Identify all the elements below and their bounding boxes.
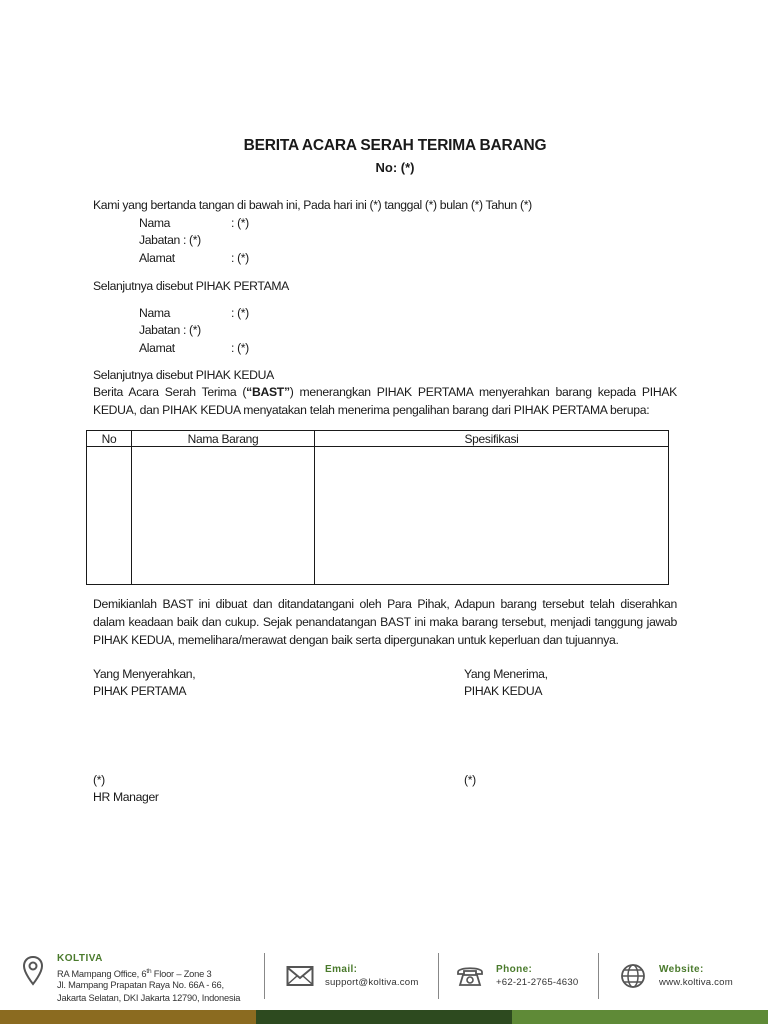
document-number: No: (*) <box>375 160 415 175</box>
closing-paragraph: Demikianlah BAST ini dibuat dan ditandatangani oleh Para Pihak, Adapun barang tersebut telah diserahkan dalam keadaan baik dan cukup. Sejak penandatangan BAST ini maka barang tersebut, menjadi tanggung jawab PIHAK KEDUA, memelihara/merawat dengan baik serta dipergunakan untuk keperluan dan tujuannya. <box>93 597 677 647</box>
footer-website-link[interactable]: www.koltiva.com <box>659 977 733 988</box>
party2-alamat-value: : (*) <box>231 341 249 355</box>
footer-brand: KOLTIVA <box>57 953 103 964</box>
table-cell-no[interactable] <box>87 447 132 585</box>
footer-address-sup: th <box>146 968 152 975</box>
footer-address-line1-tail: Floor – Zone 3 <box>151 969 212 980</box>
table-row <box>87 447 669 585</box>
signature-left-title: HR Manager <box>93 790 159 804</box>
signature-left-party: PIHAK PERTAMA <box>93 684 187 698</box>
footer-bar-green <box>512 1010 768 1024</box>
bast-bold-term: “BAST” <box>246 385 290 399</box>
globe-icon <box>620 963 646 989</box>
column-header-no: No <box>87 431 132 447</box>
table-cell-spesifikasi[interactable] <box>315 447 669 585</box>
party1-nama-label: Nama <box>139 216 171 230</box>
footer-website-label: Website: <box>659 964 704 975</box>
footer-bar-dark-green <box>256 1010 512 1024</box>
party2-nama-label: Nama <box>139 306 171 320</box>
footer-email-label: Email: <box>325 964 358 975</box>
telephone-icon <box>456 964 484 988</box>
footer-address-line2: Jl. Mampang Prapatan Raya No. 66A - 66, <box>57 980 224 990</box>
party1-jabatan: Jabatan : (*) <box>139 233 201 247</box>
location-pin-icon <box>21 955 45 987</box>
signature-left-name: (*) <box>93 773 105 787</box>
bast-paragraph <box>93 383 677 419</box>
intro-text: Kami yang bertanda tangan di bawah ini, Pada hari ini (*) tanggal (*) bulan (*) Tahun (*) <box>93 198 532 212</box>
footer-address-line1 <box>57 966 211 980</box>
signature-right-role: Yang Menerima, <box>464 667 548 681</box>
party2-caption: Selanjutnya disebut PIHAK KEDUA <box>93 368 274 382</box>
party2-alamat-label: Alamat <box>139 341 175 355</box>
column-header-nama-barang: Nama Barang <box>132 431 315 447</box>
footer-bar-brown <box>0 1010 256 1024</box>
footer-address-line1-text: RA Mampang Office, 6 <box>57 969 147 980</box>
party1-caption: Selanjutnya disebut PIHAK PERTAMA <box>93 279 289 293</box>
party1-alamat-label: Alamat <box>139 251 175 265</box>
footer-email-link[interactable]: support@koltiva.com <box>325 977 419 988</box>
table-header-row <box>87 431 669 447</box>
footer-phone-label: Phone: <box>496 964 533 975</box>
envelope-icon <box>286 965 314 987</box>
party1-alamat-value: : (*) <box>231 251 249 265</box>
signature-right-name: (*) <box>464 773 476 787</box>
party1-nama-value: : (*) <box>231 216 249 230</box>
document-title: BERITA ACARA SERAH TERIMA BARANG <box>243 137 547 154</box>
footer-divider <box>598 953 599 999</box>
bast-intro-before: Berita Acara Serah Terima ( <box>93 385 247 399</box>
signature-left-role: Yang Menyerahkan, <box>93 667 196 681</box>
footer-address-line3: Jakarta Selatan, DKI Jakarta 12790, Indonesia <box>57 993 241 1003</box>
party2-jabatan: Jabatan : (*) <box>139 323 201 337</box>
footer-divider <box>264 953 265 999</box>
bast-intro-after: ) menerangkan PIHAK PERTAMA menyerahkan barang kepada PIHAK KEDUA, dan PIHAK KEDUA menyatakan telah menerima pengalihan barang dari PIHAK PERTAMA berupa: <box>93 385 678 417</box>
signature-right-party: PIHAK KEDUA <box>464 684 543 698</box>
table-cell-nama-barang[interactable] <box>132 447 315 585</box>
party2-nama-value: : (*) <box>231 306 249 320</box>
footer-divider <box>438 953 439 999</box>
goods-table <box>86 430 669 585</box>
footer-phone-link[interactable]: +62-21-2765-4630 <box>496 977 579 988</box>
column-header-spesifikasi: Spesifikasi <box>315 431 669 447</box>
footer-color-bar <box>0 1010 768 1024</box>
